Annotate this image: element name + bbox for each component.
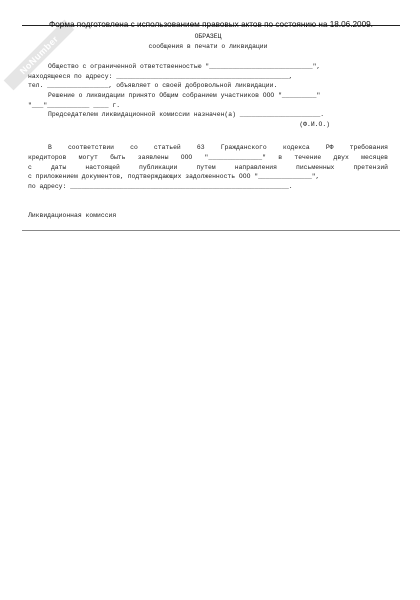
line-company: Общество с ограниченной ответственностью "___________________________", [48,63,321,71]
line-date: "___"___________ ____ г. [28,101,121,109]
line-decision: Решение о ликвидации принято Общим собранием участников ООО "_________" [48,91,321,99]
para2-line-2: кредиторов могут быть заявлены ООО "______________" в течение двух месяцев [28,153,388,161]
header-note: Форма подготовлена с использованием правовых актов по состоянию на 18.06.2009. [49,20,373,29]
document-body [28,32,388,221]
document-title: ОБРАЗЕЦ [194,33,222,40]
line-chairman: Председателем ликвидационной комиссии назначен(а) _____________________. [48,111,325,119]
signature-line: Ликвидационная комиссия [28,212,117,220]
bottom-rule [22,230,400,231]
para2-line-3: с даты настоящей публикации путем направления письменных претензий [28,163,388,171]
header-bar [22,14,400,29]
title-block [28,32,388,51]
para2-line-4: с приложением документов, подтверждающих задолженность ООО "______________", [28,173,320,181]
para2-line-1: В соответствии со статьей 63 Гражданского кодекса РФ требования [48,144,388,152]
line-address: находящееся по адресу: _____________________________________________, [28,72,293,80]
para2-line-5: по адресу: _________________________________________________________. [28,182,293,190]
line-phone: тел. ________________, объявляет о своей добровольной ликвидации. [28,82,278,90]
corner-watermark: NoNumber [4,20,75,91]
line-fio-caption: (Ф.И.О.) [299,120,330,128]
document-subtitle: сообщения в печати о ликвидации [148,42,268,50]
